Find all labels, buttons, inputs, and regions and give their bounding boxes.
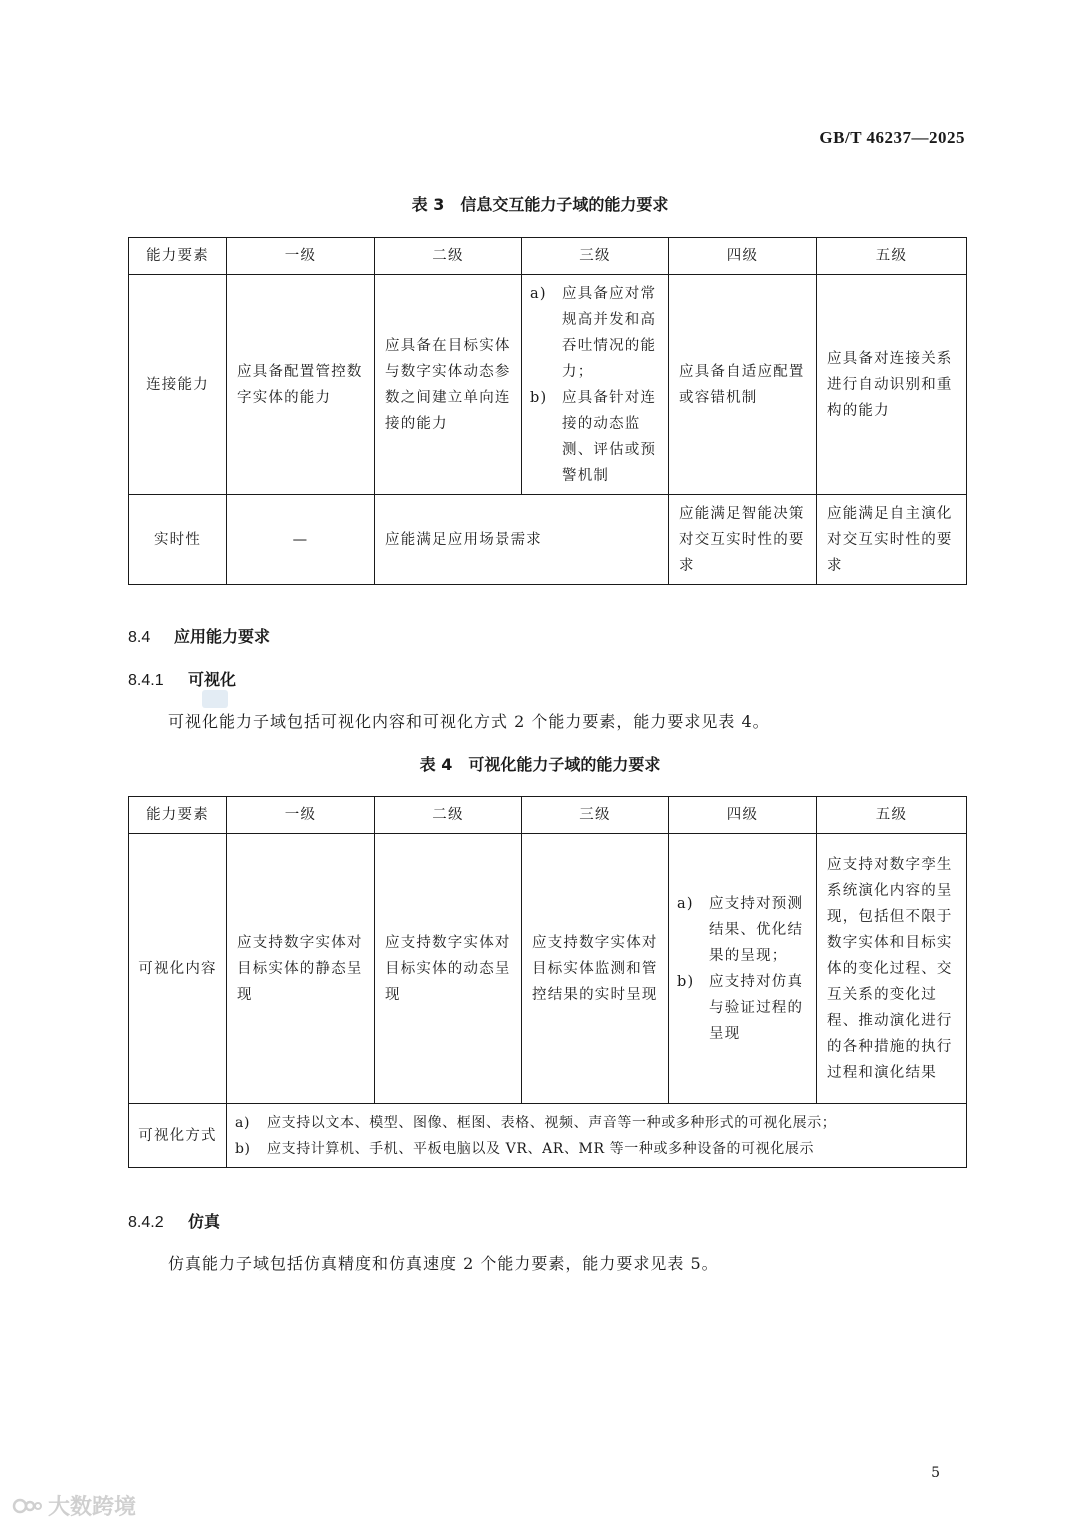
table4-cell-l1: 应支持数字实体对目标实体的静态呈现 xyxy=(227,834,375,1104)
table4-cell-element: 可视化内容 xyxy=(129,834,227,1104)
watermark-text: 大数跨境 xyxy=(48,1495,137,1520)
page-number: 5 xyxy=(931,1465,940,1481)
table3-col-l4: 四级 xyxy=(669,238,817,275)
list-item: a) 应支持以文本、模型、图像、框图、表格、视频、声音等一种或多种形式的可视化展示； xyxy=(235,1114,837,1131)
list-item: b) 应具备针对连接的动态监测、评估或预警机制 xyxy=(530,389,657,484)
table3-cell-l5: 应能满足自主演化对交互实时性的要求 xyxy=(817,495,967,585)
table3-cell-l1: — xyxy=(227,495,375,585)
table3-cell-l5: 应具备对连接关系进行自动识别和重构的能力 xyxy=(817,275,967,495)
table3-cell-element: 实时性 xyxy=(129,495,227,585)
table4-title: 表 4 可视化能力子域的能力要求 xyxy=(419,755,661,774)
section-8-4-2-heading: 8.4.2 仿真 xyxy=(128,1212,221,1231)
table4 xyxy=(128,796,967,1168)
table4-cell-l2: 应支持数字实体对目标实体的动态呈现 xyxy=(375,834,522,1104)
table-row xyxy=(129,834,967,1104)
table4-cell-l3: 应支持数字实体对目标实体监测和管控结果的实时呈现 xyxy=(522,834,669,1104)
watermark-logo-icon xyxy=(12,1496,42,1516)
stamp-mark xyxy=(202,690,228,708)
table3-col-l2: 二级 xyxy=(375,238,522,275)
list-item: a) 应支持对预测结果、优化结果的呈现； xyxy=(677,895,804,964)
list-item: b) 应支持计算机、手机、平板电脑以及 VR、AR、MR 等一种或多种设备的可视化展示 xyxy=(235,1140,815,1157)
table4-header-row xyxy=(129,797,967,834)
standard-code: GB/T 46237—2025 xyxy=(819,128,965,147)
table4-col-l5: 五级 xyxy=(817,797,967,834)
table4-col-l4: 四级 xyxy=(669,797,817,834)
table4-col-l1: 一级 xyxy=(227,797,375,834)
table3-cell-element: 连接能力 xyxy=(129,275,227,495)
table3-col-l5: 五级 xyxy=(817,238,967,275)
table3 xyxy=(128,237,967,585)
table4-col-element: 能力要素 xyxy=(129,797,227,834)
table3-cell-l4: 应能满足智能决策对交互实时性的要求 xyxy=(669,495,817,585)
table3-title: 表 3 信息交互能力子域的能力要求 xyxy=(411,195,669,214)
list-item: b) 应支持对仿真与验证过程的呈现 xyxy=(677,973,804,1042)
table3-col-l1: 一级 xyxy=(227,238,375,275)
table-row xyxy=(129,1104,967,1168)
table-row xyxy=(129,275,967,495)
watermark xyxy=(12,1490,136,1521)
table3-header-row xyxy=(129,238,967,275)
section-8-4-1-paragraph: 可视化能力子域包括可视化内容和可视化方式 2 个能力要素，能力要求见表 4。 xyxy=(168,712,770,731)
section-8-4-2-paragraph: 仿真能力子域包括仿真精度和仿真速度 2 个能力要素，能力要求见表 5。 xyxy=(168,1254,719,1273)
list-item: a) 应具备应对常规高并发和高吞吐情况的能力； xyxy=(530,285,657,380)
table4-col-l3: 三级 xyxy=(522,797,669,834)
table4-cell-l5: 应支持对数字孪生系统演化内容的呈现，包括但不限于数字实体和目标实体的变化过程、交互关系的变化过程、推动演化进行的各种措施的执行过程和演化结果 xyxy=(817,834,967,1104)
section-8-4-1-heading: 8.4.1 可视化 xyxy=(128,670,237,689)
table-row xyxy=(129,495,967,585)
table3-col-l3: 三级 xyxy=(522,238,669,275)
table3-col-element: 能力要素 xyxy=(129,238,227,275)
table4-cell-l4 xyxy=(669,834,817,1104)
table4-cell-methods xyxy=(227,1104,967,1168)
table4-cell-element: 可视化方式 xyxy=(129,1104,227,1168)
table4-col-l2: 二级 xyxy=(375,797,522,834)
table3-cell-l2-l3: 应能满足应用场景需求 xyxy=(375,495,669,585)
section-8-4-heading: 8.4 应用能力要求 xyxy=(128,627,271,646)
table3-cell-l1: 应具备配置管控数字实体的能力 xyxy=(227,275,375,495)
table3-cell-l3 xyxy=(522,275,669,495)
table3-cell-l4: 应具备自适应配置或容错机制 xyxy=(669,275,817,495)
table3-cell-l2: 应具备在目标实体与数字实体动态参数之间建立单向连接的能力 xyxy=(375,275,522,495)
